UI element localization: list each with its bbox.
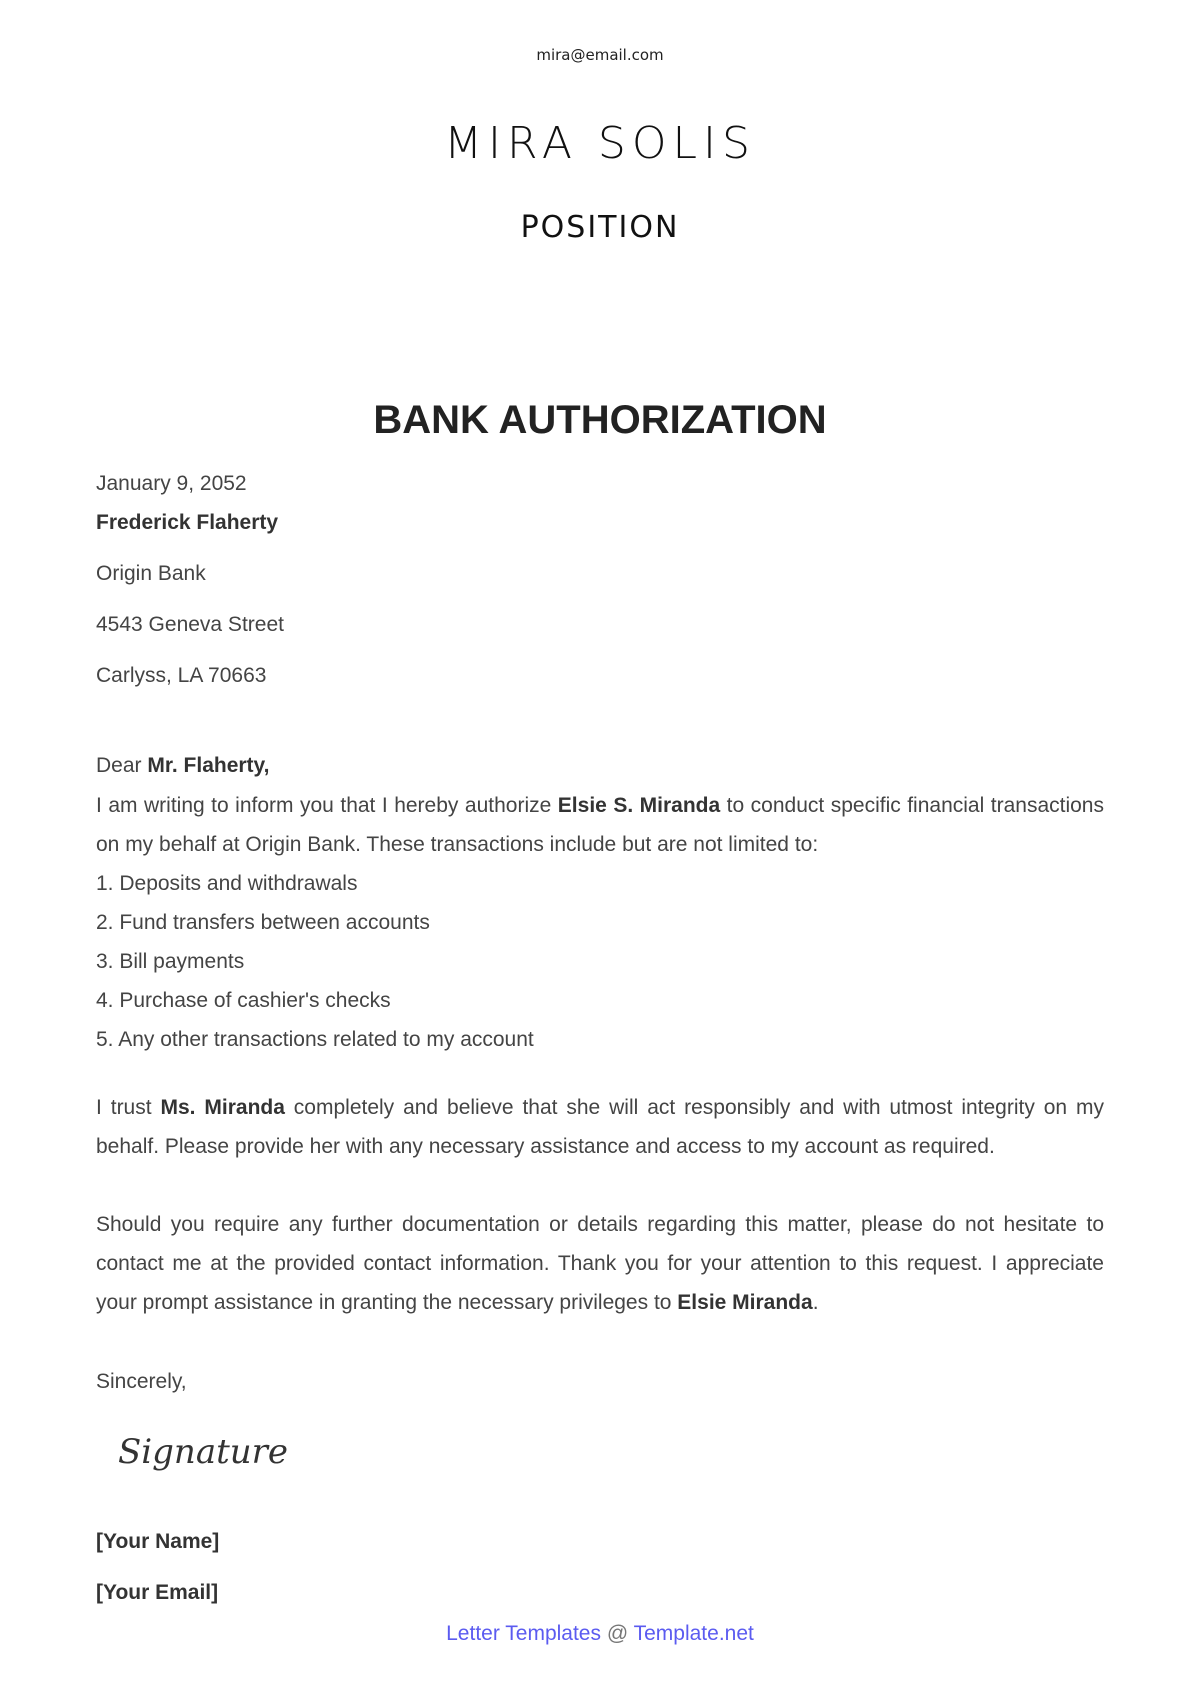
closing-text: Should you require any further documentation or details regarding this matter, please do not hesitate to contact me at the provided contact information. Thank you for your attention to this request. I appreciate your prompt assistance in granting the necessary privileges to [96,1213,1104,1314]
footer-at: @ [601,1622,634,1645]
closing-paragraph [96,1205,1104,1322]
closing-name: Elsie Miranda [677,1291,813,1314]
trust-paragraph [96,1088,1104,1166]
salutation [96,754,1104,778]
document-title: BANK AUTHORIZATION [373,398,827,442]
salutation-prefix: Dear [96,754,148,777]
list-item: 2. Fund transfers between accounts [96,911,430,934]
signoff: Sincerely, [96,1370,187,1393]
your-name-placeholder: [Your Name] [96,1530,220,1553]
header-position: POSITION [520,210,680,245]
letter-date: January 9, 2052 [96,472,247,495]
intro-paragraph [96,786,1104,864]
recipient-street: 4543 Geneva Street [96,613,284,636]
recipient-name: Frederick Flaherty [96,511,279,534]
intro-text: I am writing to inform you that I hereby authorize [96,794,558,817]
header-name: MIRA SOLIS [444,118,756,169]
list-item: 4. Purchase of cashier's checks [96,989,391,1012]
recipient-bank: Origin Bank [96,562,206,585]
authorized-person: Elsie S. Miranda [557,794,721,817]
recipient-city: Carlyss, LA 70663 [96,664,267,687]
signature: Signature [118,1432,289,1472]
list-item: 5. Any other transactions related to my account [96,1028,534,1051]
template-net-link[interactable]: Template.net [633,1622,754,1645]
transaction-list [96,864,1104,1059]
letter-templates-link[interactable]: Letter Templates [446,1622,601,1645]
intro-text-cont: to conduct specific financial transactions on my behalf at Origin Bank. These transactions include but are not limited to: [96,794,1104,856]
trust-text: I trust [96,1096,161,1119]
list-item: 1. Deposits and withdrawals [96,872,358,895]
header-email: mira@email.com [536,46,664,64]
your-email-placeholder: [Your Email] [96,1581,219,1604]
trust-name: Ms. Miranda [160,1096,285,1119]
trust-text-cont: completely and believe that she will act responsibly and with utmost integrity on my behalf. Please provide her with any necessary assistance and access to my account as required. [96,1096,1104,1158]
salutation-name: Mr. Flaherty, [147,754,270,777]
footer [0,1622,1200,1646]
list-item: 3. Bill payments [96,950,245,973]
closing-end: . [812,1291,819,1314]
